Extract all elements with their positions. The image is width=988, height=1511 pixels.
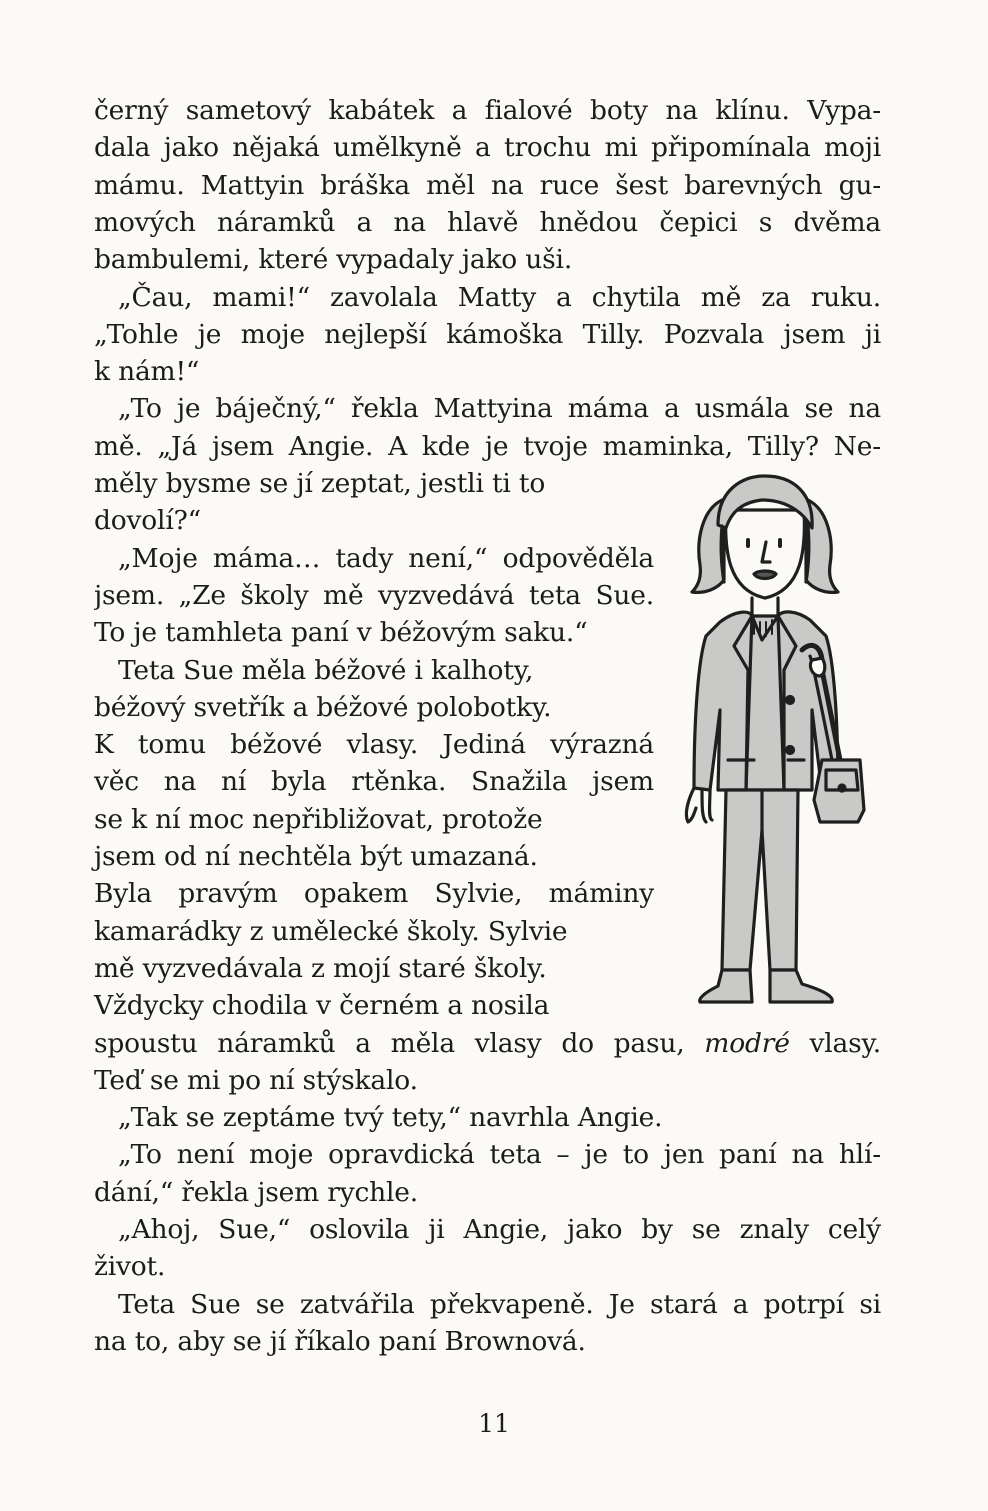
text-line	[94, 502, 654, 539]
text-line	[118, 1136, 881, 1173]
line-text: věc na ní byla rtěnka. Snažila jsem	[94, 766, 654, 798]
text-line	[94, 167, 881, 204]
line-text: mě vyzvedávala z mojí staré školy.	[94, 952, 547, 984]
line-text: bambulemi, které vypadaly jako uši.	[94, 244, 573, 276]
line-text: dovolí?“	[94, 505, 201, 537]
text-line	[94, 577, 654, 614]
text-line	[94, 801, 654, 838]
line-text: k nám!“	[94, 356, 200, 388]
line-text: Teď se mi po ní stýskalo.	[94, 1064, 418, 1096]
line-text: mě. „Já jsem Angie. A kde je tvoje maminka, Tilly? Ne-	[94, 430, 881, 462]
line-text: na to, aby se jí říkalo paní Brownová.	[94, 1325, 586, 1357]
line-text: Teta Sue se zatvářila překvapeně. Je stará a potrpí si	[118, 1288, 881, 1320]
line-text: Teta Sue měla béžové i kalhoty,	[118, 654, 534, 686]
line-text: Byla pravým opakem Sylvie, máminy	[94, 878, 654, 910]
line-text: měly bysme se jí zeptat, jestli ti to	[94, 468, 546, 499]
line-text: černý sametový kabátek a fialové boty na klínu. Vypa-	[94, 95, 881, 126]
text-line	[94, 875, 654, 912]
line-text: „Ahoj, Sue,“ oslovila ji Angie, jako by se znaly celý	[118, 1214, 881, 1245]
text-line	[94, 1248, 881, 1285]
text-line	[118, 390, 881, 427]
text-line	[118, 279, 881, 316]
text-line	[94, 316, 881, 353]
text-line	[94, 129, 881, 166]
text-line	[94, 92, 881, 129]
text-line	[118, 1286, 881, 1323]
line-text: se k ní moc nepřibližovat, protože	[94, 803, 543, 835]
line-text: „Moje máma… tady není,“ odpověděla	[118, 542, 654, 574]
line-text: kamarádky z umělecké školy. Sylvie	[94, 915, 568, 947]
text-line	[94, 241, 881, 278]
text-line	[94, 1323, 881, 1360]
text-line	[94, 763, 654, 800]
line-text: „To je báječný,“ řekla Mattyina máma a usmála se na	[118, 393, 881, 425]
emphasized-word: modré	[704, 1027, 790, 1059]
line-text: jsem od ní nechtěla být umazaná.	[94, 841, 538, 872]
line-text: život.	[94, 1251, 166, 1283]
line-text: K tomu béžové vlasy. Jediná výrazná	[94, 729, 654, 761]
text-line	[94, 838, 654, 875]
line-text: jsem. „Ze školy mě vyzvedává teta Sue.	[94, 579, 654, 611]
text-line	[94, 950, 654, 987]
text-line	[94, 913, 654, 950]
woman-with-handbag-illustration	[662, 470, 868, 1015]
line-text: „Tohle je moje nejlepší kámoška Tilly. Pozvala jsem ji	[94, 318, 881, 350]
text-line	[94, 689, 654, 726]
line-text: spoustu náramků a měla vlasy do pasu,	[94, 1027, 705, 1059]
page-number: 11	[478, 1409, 510, 1438]
line-text: „Tak se zeptáme tvý tety,“ navrhla Angie.	[118, 1102, 663, 1134]
line-text: mámu. Mattyin bráška měl na ruce šest barevných gu-	[94, 169, 881, 201]
text-line	[94, 614, 654, 651]
text-line	[118, 540, 654, 577]
line-text: „Čau, mami!“ zavolala Matty a chytila mě za ruku.	[118, 281, 881, 313]
line-text-end: vlasy.	[789, 1027, 881, 1059]
line-text: To je tamhleta paní v béžovým saku.“	[94, 617, 588, 649]
line-text: dání,“ řekla jsem rychle.	[94, 1176, 418, 1208]
text-line	[94, 987, 654, 1024]
text-line	[94, 465, 654, 502]
text-line	[94, 1025, 881, 1062]
line-text: mových náramků a na hlavě hnědou čepici s dvěma	[94, 206, 881, 238]
text-line	[94, 1174, 881, 1211]
line-text: Vždycky chodila v černém a nosila	[94, 990, 550, 1022]
text-line	[94, 204, 881, 241]
line-text: béžový svetřík a béžové polobotky.	[94, 691, 552, 723]
text-line	[118, 652, 654, 689]
line-text: dala jako nějaká umělkyně a trochu mi připomínala moji	[94, 132, 881, 164]
text-line	[118, 1099, 881, 1136]
text-line	[94, 428, 881, 465]
text-line	[94, 726, 654, 763]
text-line	[94, 353, 881, 390]
line-text: „To není moje opravdická teta – je to jen paní na hlí-	[118, 1139, 881, 1171]
text-line	[118, 1211, 881, 1248]
text-line	[94, 1062, 881, 1099]
